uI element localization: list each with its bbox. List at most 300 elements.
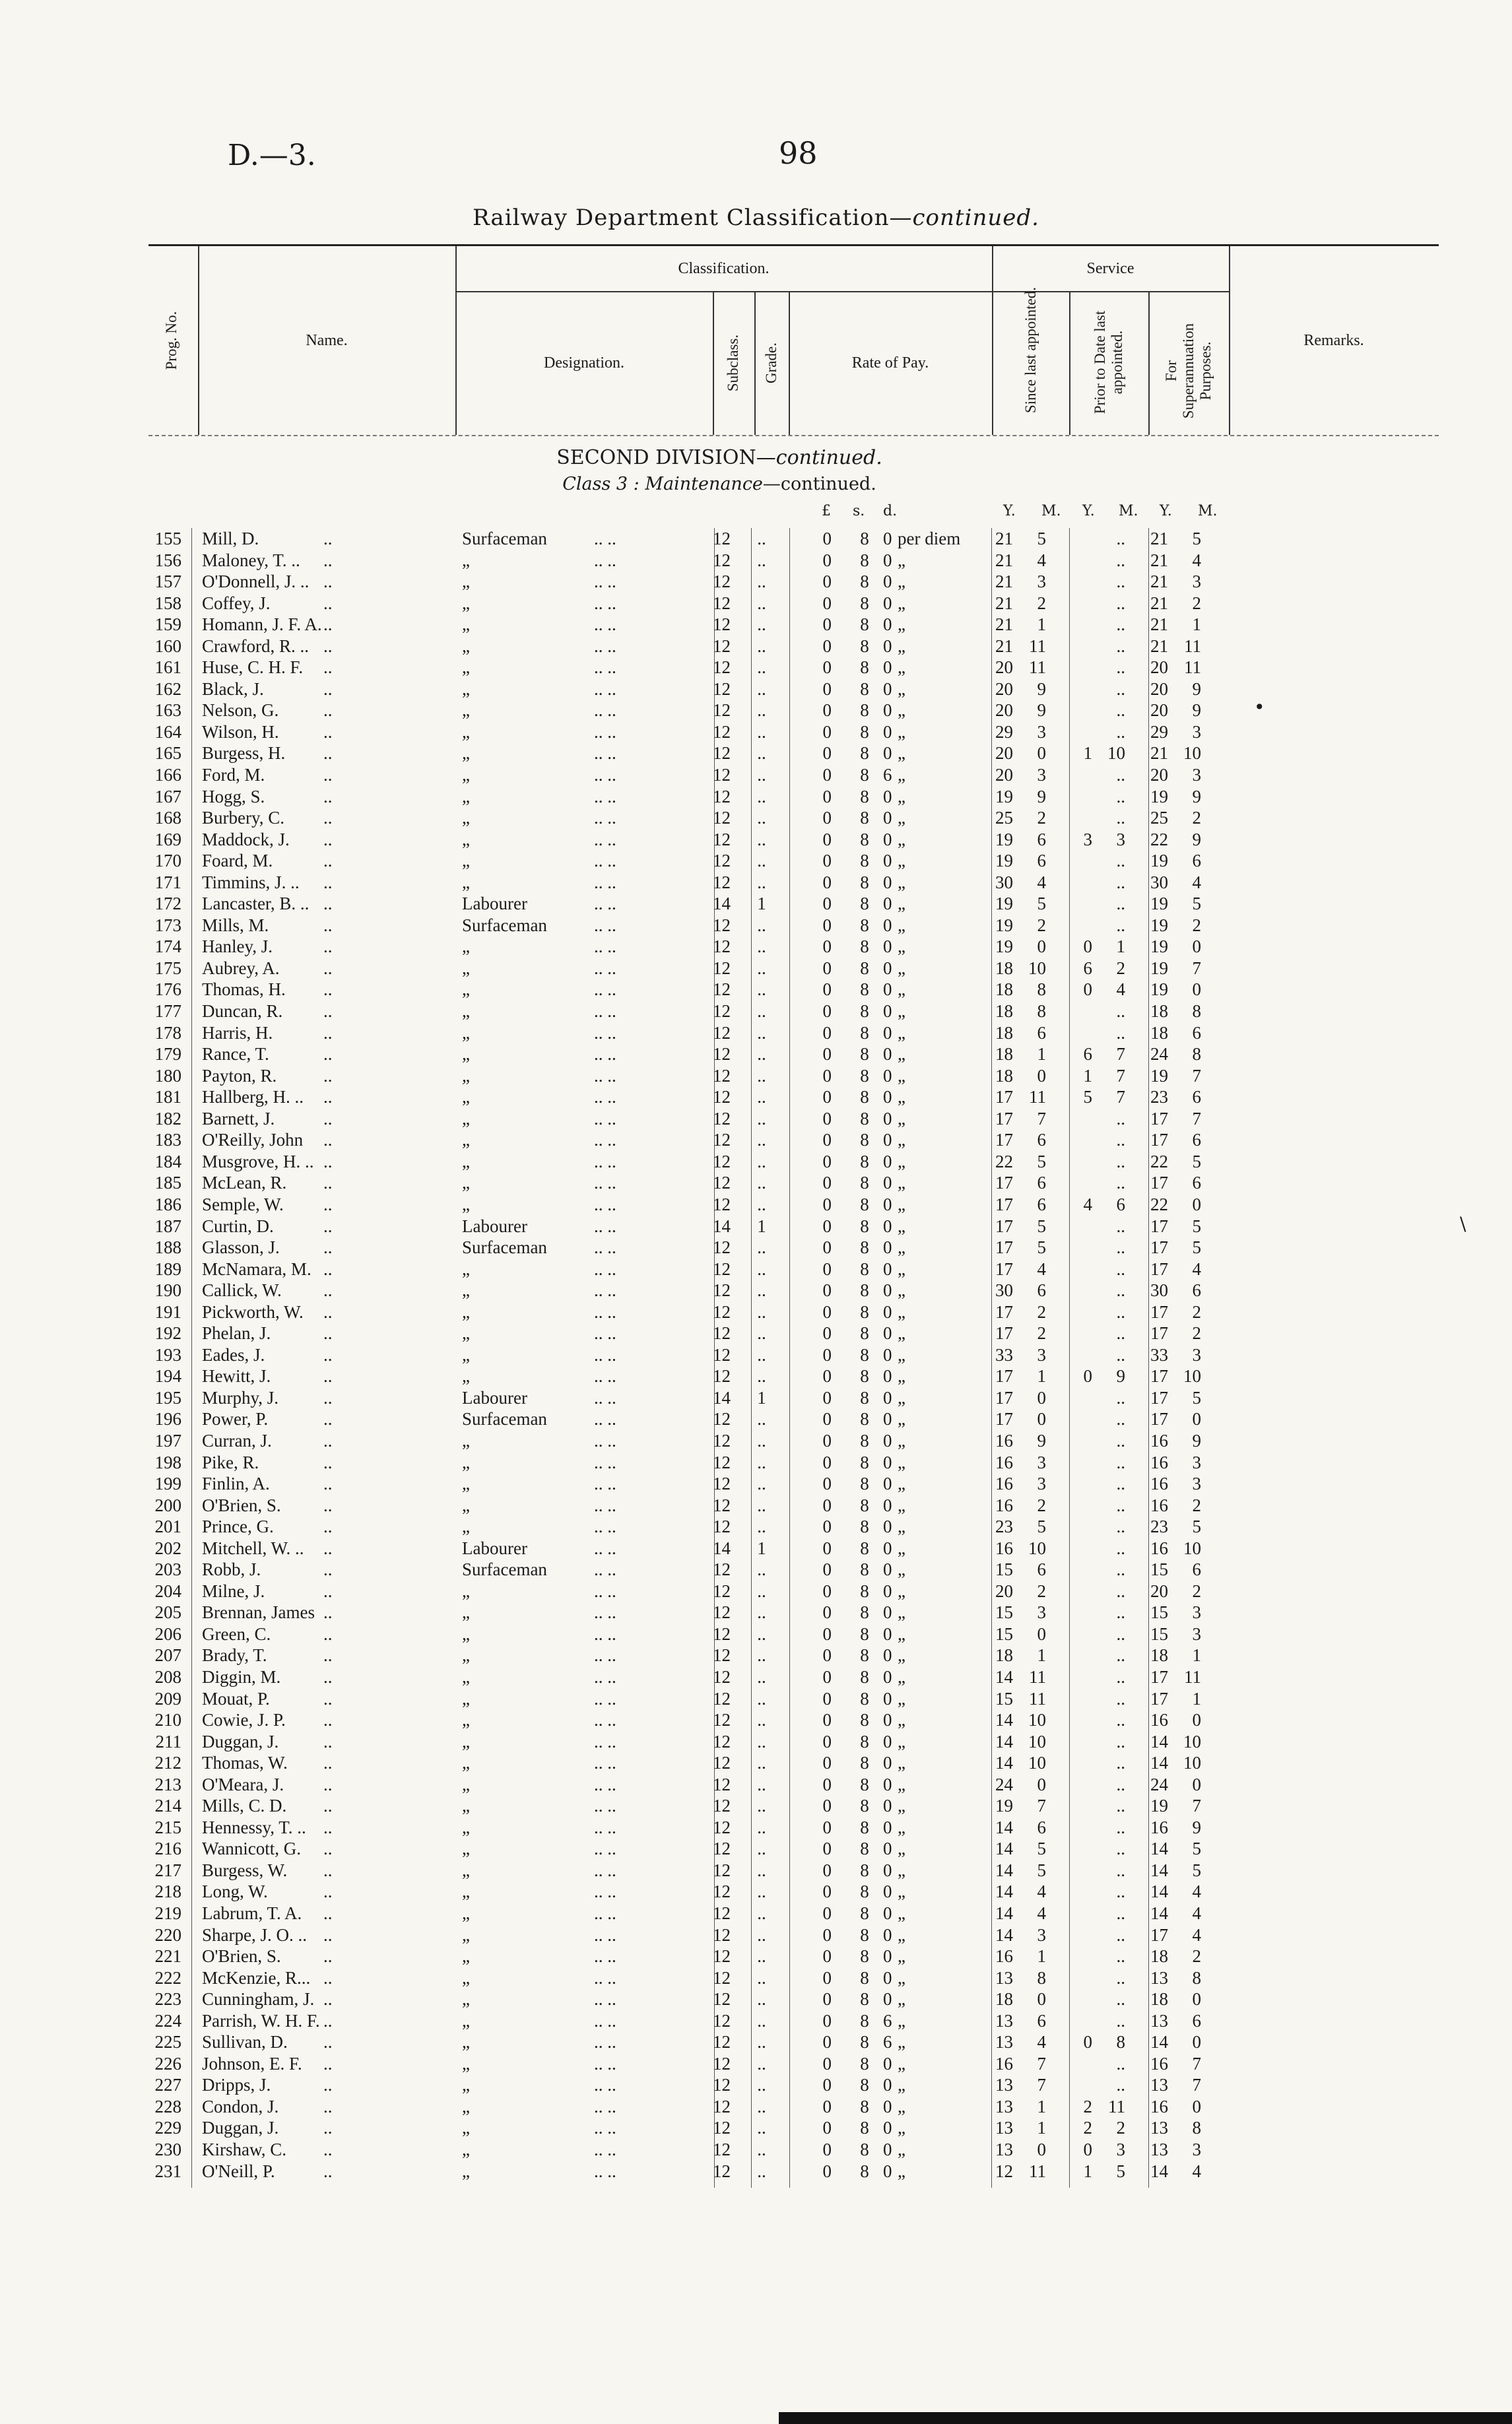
cell-desig: „	[462, 1774, 470, 1794]
table-row	[132, 1280, 1254, 1301]
cell-y1: 18	[995, 1001, 1013, 1022]
cell-desig: „	[462, 636, 470, 656]
cell-s: 8	[860, 1173, 869, 1193]
cell-y3: 20	[1150, 657, 1168, 678]
leader-dots: ..	[323, 2096, 333, 2116]
cell-y3: 16	[1150, 1538, 1168, 1558]
cell-s: 8	[860, 1216, 869, 1236]
header-grade: Grade.	[763, 343, 779, 383]
cell-d: 0	[883, 1774, 892, 1794]
leader-dots: .. ..	[594, 1430, 616, 1451]
leader-dots: .. ..	[594, 700, 616, 721]
cell-m1: 4	[1037, 1259, 1046, 1279]
cell-y1: 20	[995, 1581, 1013, 1601]
cell-m1: 3	[1037, 765, 1046, 785]
leader-dots: ..	[323, 979, 333, 1000]
leader-dots: ..	[323, 2053, 333, 2074]
cell-d: 0	[883, 1495, 892, 1515]
cell-y2: 0	[1083, 936, 1092, 957]
leader-dots: ..	[323, 1517, 333, 1537]
cell-per: „	[898, 1645, 905, 1666]
cell-desig: „	[462, 1839, 470, 1859]
leader-dots: ..	[323, 1065, 333, 1086]
cell-desig: „	[462, 1946, 470, 1967]
table-row	[132, 979, 1254, 1000]
table-row	[132, 1623, 1254, 1645]
cell-y1: 17	[995, 1108, 1013, 1129]
table-row	[132, 700, 1254, 721]
cell-m3: 10	[1183, 1366, 1201, 1387]
cell-sub: 12	[713, 1344, 731, 1365]
leader-dots: ..	[323, 700, 333, 721]
cell-y3: 16	[1150, 2096, 1168, 2116]
cell-d: 0	[883, 958, 892, 978]
cell-desig: „	[462, 1882, 470, 1902]
cell-sub: 12	[713, 1839, 731, 1859]
cell-no: 212	[154, 1753, 181, 1773]
cell-name: Parrish, W. H. F.	[202, 2010, 320, 2031]
leader-dots: .. ..	[594, 2161, 616, 2181]
cell-l: 0	[822, 808, 832, 828]
cell-y1: 19	[995, 1796, 1013, 1816]
cell-y1: 17	[995, 1301, 1013, 1322]
cell-s: 8	[860, 1280, 869, 1301]
cell-y1: 17	[995, 1130, 1013, 1150]
cell-m2: ..	[1116, 1817, 1125, 1837]
cell-no: 215	[154, 1817, 181, 1837]
leader-dots: .. ..	[594, 2075, 616, 2095]
cell-m3: 5	[1192, 894, 1201, 914]
leader-dots: .. ..	[594, 786, 616, 806]
cell-s: 8	[860, 958, 869, 978]
leader-dots: .. ..	[594, 593, 616, 613]
cell-per: per diem	[898, 529, 961, 548]
cell-m1: 1	[1037, 1946, 1046, 1967]
leader-dots: ..	[323, 1001, 333, 1022]
cell-m3: 1	[1192, 1688, 1201, 1709]
cell-d: 0	[883, 743, 892, 764]
cell-m1: 7	[1037, 2075, 1046, 2095]
cell-desig: „	[462, 1044, 470, 1065]
cell-m1: 6	[1037, 2010, 1046, 2031]
cell-d: 0	[883, 1517, 892, 1537]
cell-s: 8	[860, 1130, 869, 1150]
cell-grade: ..	[757, 1280, 766, 1301]
class-name: Maintenance	[645, 474, 763, 494]
cell-l: 0	[822, 1409, 832, 1429]
cell-y3: 16	[1150, 1452, 1168, 1472]
cell-sub: 12	[713, 1924, 731, 1945]
cell-m2: ..	[1116, 765, 1125, 785]
cell-y1: 16	[995, 1538, 1013, 1558]
cell-y3: 15	[1150, 1602, 1168, 1623]
leader-dots: ..	[323, 657, 333, 678]
cell-sub: 12	[713, 1666, 731, 1687]
cell-no: 202	[154, 1538, 181, 1558]
cell-m3: 2	[1192, 915, 1201, 935]
cell-grade: ..	[757, 1173, 766, 1193]
cell-name: Duggan, J.	[202, 2118, 279, 2138]
cell-d: 0	[883, 1366, 892, 1387]
cell-desig: „	[462, 2010, 470, 2031]
cell-m3: 5	[1192, 1151, 1201, 1171]
cell-desig: „	[462, 1860, 470, 1880]
cell-grade: ..	[757, 2053, 766, 2074]
cell-m2: ..	[1116, 614, 1125, 635]
cell-y1: 18	[995, 1645, 1013, 1666]
cell-grade: ..	[757, 1924, 766, 1945]
leader-dots: ..	[323, 1817, 333, 1837]
cell-s: 8	[860, 550, 869, 570]
cell-y3: 22	[1150, 829, 1168, 849]
cell-grade: ..	[757, 1366, 766, 1387]
cell-sub: 12	[713, 1731, 731, 1752]
cell-m1: 3	[1037, 721, 1046, 742]
cell-per: „	[898, 550, 905, 570]
cell-m1: 6	[1037, 851, 1046, 871]
cell-sub: 12	[713, 1796, 731, 1816]
cell-desig: „	[462, 1602, 470, 1623]
cell-desig: „	[462, 743, 470, 764]
cell-m1: 11	[1029, 2161, 1046, 2181]
cell-y3: 13	[1150, 2118, 1168, 2138]
leader-dots: ..	[323, 1474, 333, 1494]
cell-grade: ..	[757, 829, 766, 849]
cell-no: 210	[154, 1710, 181, 1730]
cell-no: 159	[154, 614, 181, 635]
cell-m2: ..	[1116, 1967, 1125, 1988]
cell-y3: 17	[1150, 1216, 1168, 1236]
cell-name: Prince, G.	[202, 1517, 274, 1537]
leader-dots: ..	[323, 1387, 333, 1408]
cell-grade: ..	[757, 1967, 766, 1988]
cell-no: 224	[154, 2010, 181, 2031]
cell-s: 8	[860, 721, 869, 742]
table-row	[132, 1988, 1254, 2010]
cell-grade: ..	[757, 1753, 766, 1773]
cell-m2: 4	[1116, 979, 1125, 1000]
cell-s: 8	[860, 2161, 869, 2181]
cell-grade: ..	[757, 1946, 766, 1967]
cell-d: 0	[883, 1967, 892, 1988]
cell-name: Hewitt, J.	[202, 1366, 271, 1387]
cell-m1: 10	[1028, 1731, 1046, 1752]
cell-m3: 5	[1192, 1387, 1201, 1408]
cell-per: „	[898, 1344, 905, 1365]
cell-y3: 19	[1150, 1065, 1168, 1086]
cell-y3: 30	[1150, 1280, 1168, 1301]
table-row	[132, 550, 1254, 572]
cell-m2: ..	[1116, 1259, 1125, 1279]
cell-name: Hanley, J.	[202, 936, 273, 957]
table-row	[132, 636, 1254, 657]
cell-per: „	[898, 1194, 905, 1214]
cell-d: 0	[883, 2096, 892, 2116]
cell-per: „	[898, 1065, 905, 1086]
cell-l: 0	[822, 1839, 832, 1859]
cell-m3: 3	[1192, 1452, 1201, 1472]
cell-y1: 20	[995, 657, 1013, 678]
cell-d: 0	[883, 2053, 892, 2074]
leader-dots: .. ..	[594, 1710, 616, 1730]
cell-y3: 20	[1150, 678, 1168, 699]
cell-m2: 6	[1116, 1194, 1125, 1214]
cell-s: 8	[860, 829, 869, 849]
cell-m1: 6	[1037, 1173, 1046, 1193]
cell-name: Ford, M.	[202, 765, 265, 785]
cell-sub: 12	[713, 2032, 731, 2052]
division-name: SECOND DIVISION	[556, 446, 756, 469]
leader-dots: ..	[323, 1259, 333, 1279]
leader-dots: .. ..	[594, 1173, 616, 1193]
cell-l: 0	[822, 1882, 832, 1902]
cell-y3: 17	[1150, 1237, 1168, 1258]
cell-m1: 4	[1037, 872, 1046, 892]
cell-m1: 4	[1037, 550, 1046, 570]
cell-grade: ..	[757, 1623, 766, 1644]
cell-l: 0	[822, 936, 832, 957]
cell-per: „	[898, 1259, 905, 1279]
cell-per: „	[898, 1409, 905, 1429]
cell-m1: 3	[1037, 1924, 1046, 1945]
cell-d: 0	[883, 1474, 892, 1494]
leader-dots: ..	[323, 808, 333, 828]
cell-per: „	[898, 1731, 905, 1752]
leader-dots: .. ..	[594, 572, 616, 592]
cell-per: „	[898, 829, 905, 849]
cell-y2: 5	[1083, 1087, 1092, 1107]
leader-dots: .. ..	[594, 614, 616, 635]
cell-m1: 2	[1037, 1301, 1046, 1322]
leader-dots: .. ..	[594, 2010, 616, 2031]
cell-no: 228	[154, 2096, 181, 2116]
cell-m3: 6	[1192, 1022, 1201, 1043]
cell-y3: 17	[1150, 1259, 1168, 1279]
cell-y2: 2	[1083, 2118, 1092, 2138]
cell-per: „	[898, 572, 905, 592]
cell-y2: 4	[1083, 1194, 1092, 1214]
cell-y1: 15	[995, 1602, 1013, 1623]
cell-per: „	[898, 1839, 905, 1859]
cell-grade: ..	[757, 1323, 766, 1344]
cell-no: 163	[154, 700, 181, 721]
cell-sub: 12	[713, 636, 731, 656]
cell-y2: 6	[1083, 958, 1092, 978]
cell-grade: ..	[757, 1065, 766, 1086]
cell-no: 207	[154, 1645, 181, 1666]
cell-no: 203	[154, 1559, 181, 1580]
cell-d: 0	[883, 1344, 892, 1365]
cell-l: 0	[822, 1301, 832, 1322]
table-row	[132, 786, 1254, 808]
cell-y3: 25	[1150, 808, 1168, 828]
cell-m3: 6	[1192, 851, 1201, 871]
cell-m1: 10	[1028, 1538, 1046, 1558]
cell-desig: „	[462, 786, 470, 806]
cell-grade: ..	[757, 1301, 766, 1322]
cell-sub: 12	[713, 2053, 731, 2074]
cell-l: 0	[822, 2075, 832, 2095]
cell-grade: ..	[757, 1517, 766, 1537]
cell-m2: ..	[1116, 1151, 1125, 1171]
leader-dots: .. ..	[594, 1001, 616, 1022]
cell-no: 198	[154, 1452, 181, 1472]
table-row	[132, 1731, 1254, 1753]
cell-per: „	[898, 936, 905, 957]
unit-pound: £	[822, 503, 831, 519]
cell-per: „	[898, 1452, 905, 1472]
leader-dots: .. ..	[594, 1882, 616, 1902]
cell-per: „	[898, 1366, 905, 1387]
cell-no: 188	[154, 1237, 181, 1258]
table-row	[132, 1043, 1254, 1065]
cell-y1: 17	[995, 1409, 1013, 1429]
cell-sub: 12	[713, 979, 731, 1000]
cell-m2: ..	[1116, 1301, 1125, 1322]
cell-l: 0	[822, 678, 832, 699]
cell-m2: ..	[1116, 786, 1125, 806]
table-row	[132, 1408, 1254, 1430]
table-row	[132, 2096, 1254, 2118]
table-row	[132, 1817, 1254, 1839]
cell-s: 8	[860, 1839, 869, 1859]
cell-m2: ..	[1116, 1559, 1125, 1580]
cell-m1: 8	[1037, 1967, 1046, 1988]
cell-per: „	[898, 1882, 905, 1902]
cell-l: 0	[822, 2096, 832, 2116]
cell-per: „	[898, 1753, 905, 1773]
cell-sub: 12	[713, 1967, 731, 1988]
table-row	[132, 1194, 1254, 1216]
cell-y1: 14	[995, 1924, 1013, 1945]
cell-m1: 7	[1037, 1796, 1046, 1816]
cell-name: Aubrey, A.	[202, 958, 280, 978]
table-row	[132, 2117, 1254, 2139]
cell-m1: 6	[1037, 1817, 1046, 1837]
cell-l: 0	[822, 958, 832, 978]
leader-dots: .. ..	[594, 1731, 616, 1752]
cell-sub: 12	[713, 1452, 731, 1472]
cell-m2: ..	[1116, 1108, 1125, 1129]
leader-dots: .. ..	[594, 1602, 616, 1623]
cell-sub: 12	[713, 2096, 731, 2116]
cell-l: 0	[822, 1387, 832, 1408]
cell-d: 0	[883, 1924, 892, 1945]
cell-l: 0	[822, 1022, 832, 1043]
cell-grade: ..	[757, 1430, 766, 1451]
cell-grade: ..	[757, 2140, 766, 2160]
cell-m2: ..	[1116, 1323, 1125, 1344]
leader-dots: ..	[323, 2032, 333, 2052]
cell-desig: „	[462, 2161, 470, 2181]
cell-y2: 6	[1083, 1044, 1092, 1065]
cell-no: 229	[154, 2118, 181, 2138]
cell-name: Musgrove, H. ..	[202, 1151, 314, 1171]
cell-grade: ..	[757, 1495, 766, 1515]
cell-desig: „	[462, 1796, 470, 1816]
cell-d: 0	[883, 1753, 892, 1773]
cell-y1: 29	[995, 721, 1013, 742]
table-row	[132, 1881, 1254, 1903]
cell-m2: ..	[1116, 1710, 1125, 1730]
cell-l: 0	[822, 1344, 832, 1365]
cell-y3: 14	[1150, 1839, 1168, 1859]
cell-m2: ..	[1116, 1001, 1125, 1022]
leader-dots: ..	[323, 550, 333, 570]
cell-m2: ..	[1116, 678, 1125, 699]
cell-no: 194	[154, 1366, 181, 1387]
cell-m3: 0	[1192, 936, 1201, 957]
cell-name: Power, P.	[202, 1409, 269, 1429]
cell-y1: 19	[995, 829, 1013, 849]
cell-grade: ..	[757, 808, 766, 828]
leader-dots: ..	[323, 1194, 333, 1214]
leader-dots: ..	[323, 1581, 333, 1601]
cell-d: 0	[883, 1301, 892, 1322]
cell-no: 209	[154, 1688, 181, 1709]
cell-y1: 13	[995, 2118, 1013, 2138]
cell-m1: 11	[1029, 1087, 1046, 1107]
cell-name: Curtin, D.	[202, 1216, 274, 1236]
cell-name: Burgess, W.	[202, 1860, 288, 1880]
cell-per: „	[898, 700, 905, 721]
cell-m2: ..	[1116, 1495, 1125, 1515]
cell-l: 0	[822, 700, 832, 721]
cell-s: 8	[860, 1108, 869, 1129]
table-row	[132, 764, 1254, 786]
cell-l: 0	[822, 1666, 832, 1687]
cell-y1: 17	[995, 1194, 1013, 1214]
cell-grade: ..	[757, 1452, 766, 1472]
cell-no: 199	[154, 1474, 181, 1494]
cell-no: 226	[154, 2053, 181, 2074]
cell-m1: 8	[1037, 979, 1046, 1000]
cell-no: 176	[154, 979, 181, 1000]
cell-s: 8	[860, 1989, 869, 2010]
cell-d: 0	[883, 1538, 892, 1558]
cell-desig: „	[462, 1666, 470, 1687]
cell-name: Cunningham, J.	[202, 1989, 315, 2010]
cell-no: 160	[154, 636, 181, 656]
cell-grade: ..	[757, 1774, 766, 1794]
cell-desig: „	[462, 1151, 470, 1171]
cell-y1: 15	[995, 1559, 1013, 1580]
cell-name: Callick, W.	[202, 1280, 282, 1301]
table-row	[132, 1151, 1254, 1173]
cell-m3: 3	[1192, 2140, 1201, 2160]
cell-no: 180	[154, 1065, 181, 1086]
cell-no: 225	[154, 2032, 181, 2052]
cell-name: Maloney, T. ..	[202, 550, 300, 570]
cell-s: 8	[860, 1409, 869, 1429]
cell-grade: ..	[757, 1688, 766, 1709]
cell-y1: 21	[995, 529, 1013, 548]
cell-desig: „	[462, 851, 470, 871]
table-row	[132, 1473, 1254, 1495]
cell-s: 8	[860, 808, 869, 828]
cell-s: 8	[860, 1903, 869, 1923]
cell-l: 0	[822, 2032, 832, 2052]
cell-no: 167	[154, 786, 181, 806]
cell-sub: 12	[713, 2161, 731, 2181]
cell-grade: ..	[757, 2118, 766, 2138]
cell-y1: 17	[995, 1173, 1013, 1193]
cell-s: 8	[860, 657, 869, 678]
leader-dots: .. ..	[594, 1517, 616, 1537]
cell-grade: ..	[757, 657, 766, 678]
cell-desig: „	[462, 1903, 470, 1923]
cell-l: 0	[822, 765, 832, 785]
